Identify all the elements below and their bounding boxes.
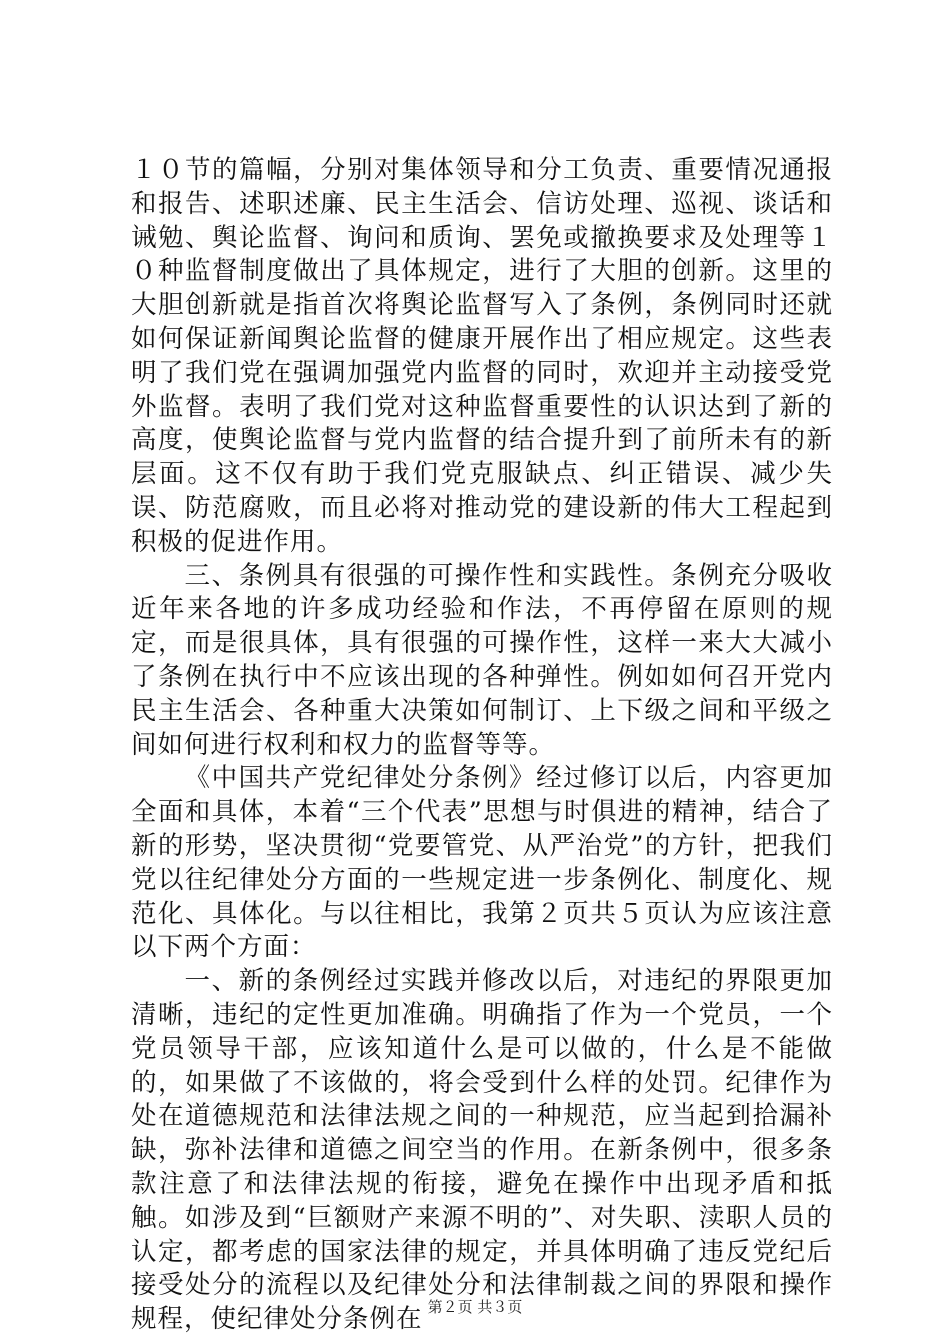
paragraph-continuation: １０节的篇幅，分别对集体领导和分工负责、重要情况通报和报告、述职述廉、民主生活会、信访处理、巡视、谈话和诫勉、舆论监督、询问和质询、罢免或撤换要求及处理等１０种监督制度做出了具体规定，进行了大胆的创新。这里的大胆创新就是指首次将舆论监督写入了条例，条例同时还就如何保证新闻舆论监督的健康开展作出了相应规定。这些表明了我们党在强调加强党内监督的同时，欢迎并主动接受党外监督。表明了我们党对这种监督重要性的认识达到了新的高度，使舆论监督与党内监督的结合提升到了前所未有的新层面。这不仅有助于我们党克服缺点、纠正错误、减少失误、防范腐败，而且必将对推动党的建设新的伟大工程起到积极的促进作用。 xyxy=(131,155,833,557)
document-body xyxy=(131,154,833,1337)
paragraph-discipline-regulation: 《中国共产党纪律处分条例》经过修订以后，内容更加全面和具体，本着“三个代表”思想与时俱进的精神，结合了新的形势，坚决贯彻“党要管党、从严治党”的方针，把我们党以往纪律处分方面的一些规定进一步条例化、制度化、规范化、具体化。与以往相比，我第２页共５页认为应该注意以下两个方面： xyxy=(131,763,833,963)
paragraph-point-one: 一、新的条例经过实践并修改以后，对违纪的界限更加清晰，违纪的定性更加准确。明确指了作为一个党员，一个党员领导干部，应该知道什么是可以做的，什么是不能做的，如果做了不该做的，将会受到什么样的处罚。纪律作为处在道德规范和法律法规之间的一种规范，应当起到拾漏补缺，弥补法律和道德之间空当的作用。在新条例中，很多条款注意了和法律法规的衔接，避免在操作中出现矛盾和抵触。如涉及到“巨额财产来源不明的”、对失职、渎职人员的认定，都考虑的国家法律的规定，并具体明确了违反党纪后接受处分的流程以及纪律处分和法律制裁之间的界限和操作规程，使纪律处分条例在 xyxy=(131,966,833,1335)
paragraph-operability: 三、条例具有很强的可操作性和实践性。条例充分吸收近年来各地的许多成功经验和作法，不再停留在原则的规定，而是很具体，具有很强的可操作性，这样一来大大减小了条例在执行中不应该出现的各种弹性。例如如何召开党内民主生活会、各种重大决策如何制订、上下级之间和平级之间如何进行权利和权力的监督等等。 xyxy=(131,560,833,760)
page-footer: 第２页 共３页 xyxy=(427,1298,523,1316)
